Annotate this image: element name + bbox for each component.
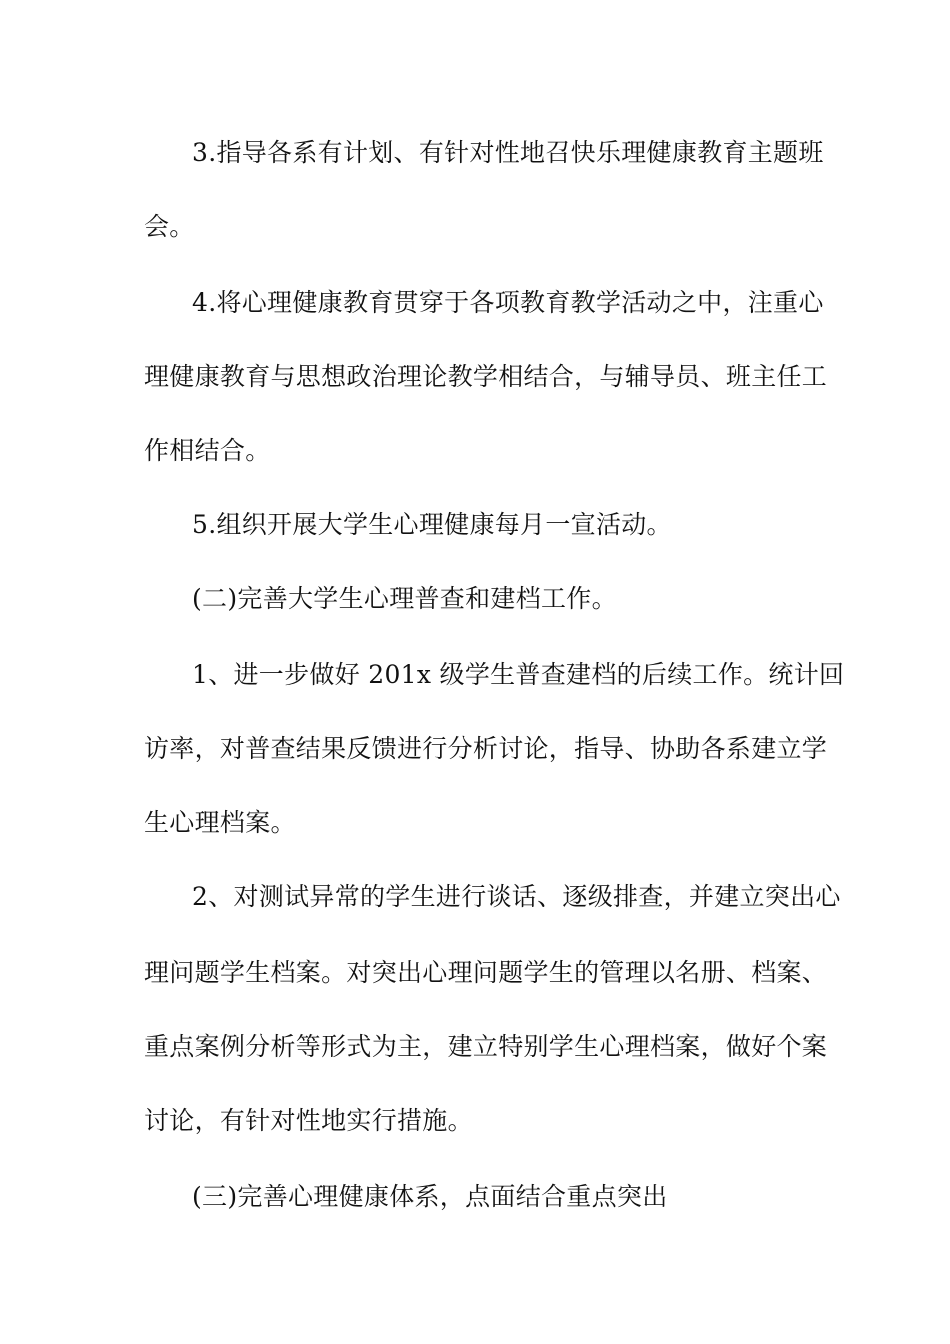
paragraph-line: 作相结合。: [144, 436, 271, 465]
paragraph-line: 理问题学生档案。对突出心理问题学生的管理以名册、档案、: [144, 958, 828, 987]
paragraph-line: 4.将心理健康教育贯穿于各项教育教学活动之中，注重心: [192, 288, 824, 317]
paragraph-line: 2、对测试异常的学生进行谈话、逐级排查，并建立突出心: [192, 882, 841, 911]
paragraph-line: 生心理档案。: [144, 808, 296, 837]
paragraph-line: 讨论，有针对性地实行措施。: [144, 1106, 473, 1135]
paragraph-line: 理健康教育与思想政治理论教学相结合，与辅导员、班主任工: [144, 362, 828, 391]
paragraph-line: 5.组织开展大学生心理健康每月一宣活动。: [192, 510, 672, 539]
section-heading: (二)完善大学生心理普查和建档工作。: [192, 584, 617, 613]
paragraph-line: 3.指导各系有计划、有针对性地召快乐理健康教育主题班: [192, 138, 824, 167]
paragraph-line: 会。: [144, 212, 195, 241]
paragraph-line: 重点案例分析等形式为主，建立特别学生心理档案，做好个案: [144, 1032, 828, 1061]
paragraph-line: 访率，对普查结果反馈进行分析讨论，指导、协助各系建立学: [144, 734, 828, 763]
paragraph-line: 1、进一步做好 201x 级学生普查建档的后续工作。统计回: [192, 660, 845, 689]
section-heading: (三)完善心理健康体系，点面结合重点突出: [192, 1182, 668, 1211]
